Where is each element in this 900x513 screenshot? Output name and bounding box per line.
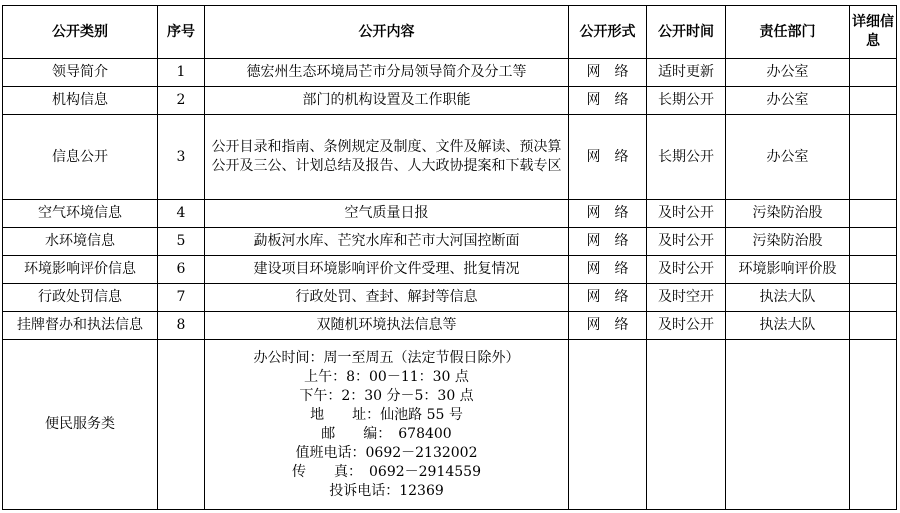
row-detail <box>850 87 897 115</box>
header-number: 序号 <box>158 6 205 59</box>
row-form: 网 络 <box>569 115 647 200</box>
address: 地 址：仙池路 55 号 <box>310 406 463 423</box>
row-detail <box>850 312 897 340</box>
row-time: 及时公开 <box>647 200 726 228</box>
table-row <box>3 59 897 87</box>
row-form: 网 络 <box>569 87 647 115</box>
row-time: 及时公开 <box>647 228 726 256</box>
row-content: 行政处罚、查封、解封等信息 <box>205 284 569 312</box>
row-time: 适时更新 <box>647 59 726 87</box>
service-detail <box>850 340 897 510</box>
row-content: 德宏州生态环境局芒市分局领导简介及分工等 <box>205 59 569 87</box>
row-category: 机构信息 <box>3 87 158 115</box>
row-dept: 污染防治股 <box>726 200 850 228</box>
row-dept: 环境影响评价股 <box>726 256 850 284</box>
row-form: 网 络 <box>569 59 647 87</box>
postcode: 邮 编： 678400 <box>321 425 452 442</box>
row-number: 2 <box>158 87 205 115</box>
row-number: 6 <box>158 256 205 284</box>
row-detail <box>850 228 897 256</box>
header-row <box>3 6 897 59</box>
row-detail <box>850 284 897 312</box>
table-row <box>3 228 897 256</box>
table-row <box>3 87 897 115</box>
row-category: 环境影响评价信息 <box>3 256 158 284</box>
row-form: 网 络 <box>569 312 647 340</box>
row-number: 7 <box>158 284 205 312</box>
header-form: 公开形式 <box>569 6 647 59</box>
morning-hours: 上午：8：00－11：30 点 <box>304 368 469 385</box>
row-category: 挂牌督办和执法信息 <box>3 312 158 340</box>
row-content: 公开目录和指南、条例规定及制度、文件及解读、预决算公开及三公、计划总结及报告、人大政协提案和下载专区 <box>205 115 569 200</box>
row-detail <box>850 256 897 284</box>
service-form <box>569 340 647 510</box>
header-category: 公开类别 <box>3 6 158 59</box>
row-dept: 执法大队 <box>726 312 850 340</box>
afternoon-hours: 下午：2：30 分－5：30 点 <box>299 387 474 404</box>
disclosure-table <box>2 5 897 510</box>
complaint-phone: 投诉电话：12369 <box>329 482 444 499</box>
row-number: 8 <box>158 312 205 340</box>
table-row <box>3 200 897 228</box>
table-row <box>3 284 897 312</box>
row-category: 空气环境信息 <box>3 200 158 228</box>
row-form: 网 络 <box>569 228 647 256</box>
duty-phone: 值班电话：0692－2132002 <box>295 444 478 461</box>
row-dept: 办公室 <box>726 87 850 115</box>
header-detail: 详细信息 <box>850 6 897 59</box>
row-detail <box>850 59 897 87</box>
header-dept: 责任部门 <box>726 6 850 59</box>
row-dept: 执法大队 <box>726 284 850 312</box>
row-dept: 污染防治股 <box>726 228 850 256</box>
table-row <box>3 115 897 200</box>
table-row <box>3 312 897 340</box>
row-content: 勐板河水库、芒究水库和芒市大河国控断面 <box>205 228 569 256</box>
row-time: 及时公开 <box>647 312 726 340</box>
table-row <box>3 256 897 284</box>
header-time: 公开时间 <box>647 6 726 59</box>
row-number: 3 <box>158 115 205 200</box>
row-number: 4 <box>158 200 205 228</box>
row-detail <box>850 200 897 228</box>
row-category: 领导简介 <box>3 59 158 87</box>
row-number: 1 <box>158 59 205 87</box>
row-category: 水环境信息 <box>3 228 158 256</box>
office-hours: 办公时间：周一至周五（法定节假日除外） <box>253 349 520 366</box>
service-number <box>158 340 205 510</box>
row-content: 双随机环境执法信息等 <box>205 312 569 340</box>
service-category: 便民服务类 <box>3 340 158 510</box>
row-form: 网 络 <box>569 256 647 284</box>
service-time <box>647 340 726 510</box>
row-content: 部门的机构设置及工作职能 <box>205 87 569 115</box>
row-content: 建设项目环境影响评价文件受理、批复情况 <box>205 256 569 284</box>
row-time: 及时空开 <box>647 284 726 312</box>
row-category: 行政处罚信息 <box>3 284 158 312</box>
service-info <box>205 340 569 510</box>
row-time: 长期公开 <box>647 115 726 200</box>
row-category: 信息公开 <box>3 115 158 200</box>
row-dept: 办公室 <box>726 115 850 200</box>
row-form: 网 络 <box>569 200 647 228</box>
row-content: 空气质量日报 <box>205 200 569 228</box>
row-time: 长期公开 <box>647 87 726 115</box>
service-row <box>3 340 897 510</box>
row-number: 5 <box>158 228 205 256</box>
fax: 传 真： 0692－2914559 <box>292 463 481 480</box>
row-detail <box>850 115 897 200</box>
service-dept <box>726 340 850 510</box>
header-content: 公开内容 <box>205 6 569 59</box>
row-time: 及时公开 <box>647 256 726 284</box>
row-form: 网 络 <box>569 284 647 312</box>
row-dept: 办公室 <box>726 59 850 87</box>
